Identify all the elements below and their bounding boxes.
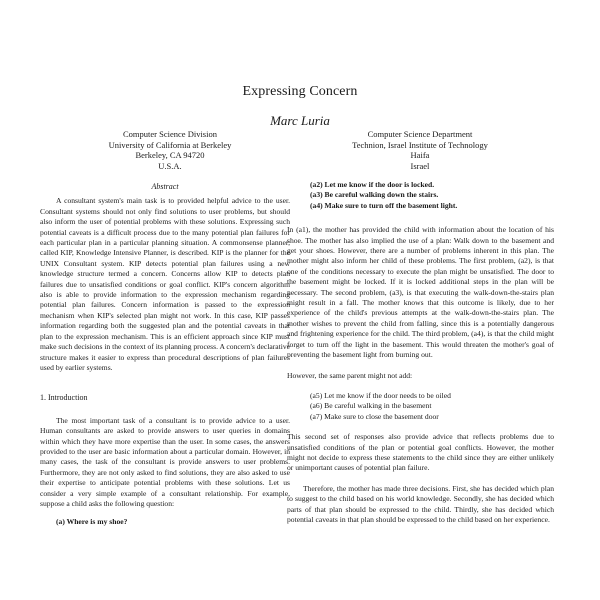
author-name: Marc Luria [270,113,330,128]
example-question: (a) Where is my shoe? [56,517,128,527]
body-paragraph: Therefore, the mother has made three decisions. First, she has decided which plan to suggest to the child based on his world knowledge. Secondly, she has decided which parts of that plan should be expressed to the child. Thirdly, she has decided which potential caveats in that plan should be expressed to the child based on her experience. [287,483,554,524]
response-list-2 [287,391,554,422]
affiliation-line: Computer Science Division [123,129,217,139]
affiliation-line: Technion, Israel Institute of Technology [352,139,488,150]
affiliation-line: Computer Science Department [367,129,473,139]
introduction-text: The most important task of a consultant is to provide advice to a user. Human consultants are asked to provide answers to user queries in domains within which they have more expertise than the user. In some cases, the answers provided to the user are basic information about a particular domain. However, in many cases, the task of the consultant is provide answers to user problems. Furthermore, they are not only asked to find solutions, they are also asked to use their expertise to anticipate potential problems with these solutions. Let us consider a very simple example of a consultant relationship. For example, suppose a child asks the following question: [40,415,290,508]
list-item: (a2) Let me know if the door is locked. [310,180,435,189]
list-item: (a5) Let me know if the door needs to be oiled [310,390,451,400]
list-item: (a3) Be careful walking down the stairs. [310,190,439,200]
left-column [40,182,290,528]
section-heading-introduction: 1. Introduction [40,393,88,403]
affiliation-line: U.S.A. [158,160,182,171]
affiliation-line: Israel [410,160,430,171]
body-paragraph: However, the same parent might not add: [287,370,413,380]
affiliation-line: University of California at Berkeley [108,139,232,150]
list-item: (a4) Make sure to turn off the basement light. [310,200,458,210]
right-column [287,180,554,525]
affiliation-line: Haifa [410,150,430,161]
list-item: (a6) Be careful walking in the basement [310,401,432,411]
list-item: (a7) Make sure to close the basement door [310,411,439,421]
abstract-heading: Abstract [151,182,179,191]
paper-title: Expressing Concern [242,84,358,99]
body-paragraph: This second set of responses also provide advice that reflects problems due to unsatisfied conditions of the plan or potential goal conflicts. However, the mother might not decide to express these statements to the child since they are either unlikely or unimportant causes of potential plan failure. [287,432,554,473]
body-paragraph: In (a1), the mother has provided the child with information about the location of his shoe. The mother has also implied the use of a plan: Walk down to the basement and get your shoes. However, there are a number of problems inherent in this plan. The mother might also inform her child of these problems. The first problem, (a2), is that one of the conditions necessary to execute the plan might be unsatisfied. The door to the basement might be locked. If it is locked additional steps in the plan will be necessary. The second problem, (a3), is that executing the walk-down-the-stairs plan might result in a fall. The mother knows that this outcome is likely, due to her experience of the child's previous attempts at the walk-down-the-stairs plan. The mother wishes to prevent the child from falling, since this is a potentially dangerous and frightening experience for the child. The third problem, (a4), is that the child might forget to turn off the light in the basement. This would threaten the mother's goal of preventing the basement light from burning out. [287,225,554,360]
abstract-text: A consultant system's main task is to provided helpful advice to the user. Consultant systems should not only find solutions to user problems, but should also inform the user of potential problems with these solutions. Expressing such potential caveats is a difficult process due to the many potential plan failures for each particular plan in a particular planning situation. A commonsense planner, called KIP, Knowledge Intensive Planner, is described. KIP is the planner for the UNIX Consultant system. KIP detects potential plan failures using a new knowledge structure termed a concern. Concerns allow KIP to detects plan failures due to unsatisfied conditions or goal conflict. KIP's concern algorithm also is able to provide information to the expression mechanism regarding potential plan failures. Concern information is passed to the expression mechanism when KIP's selected plan might not work. In this case, KIP passes information regarding both the suggested plan and the potential caveats in that plan to the expression mechanism. This is an efficient approach since KIP must make such decisions in the context of its planning process. A concern's declarative structure makes it easier to express than procedural descriptions of plan failures used by earlier systems. [40,196,290,372]
response-list-1 [287,180,554,211]
affiliation-technion [300,129,540,171]
affiliation-line: Berkeley, CA 94720 [135,150,205,161]
affiliation-berkeley [70,129,270,171]
